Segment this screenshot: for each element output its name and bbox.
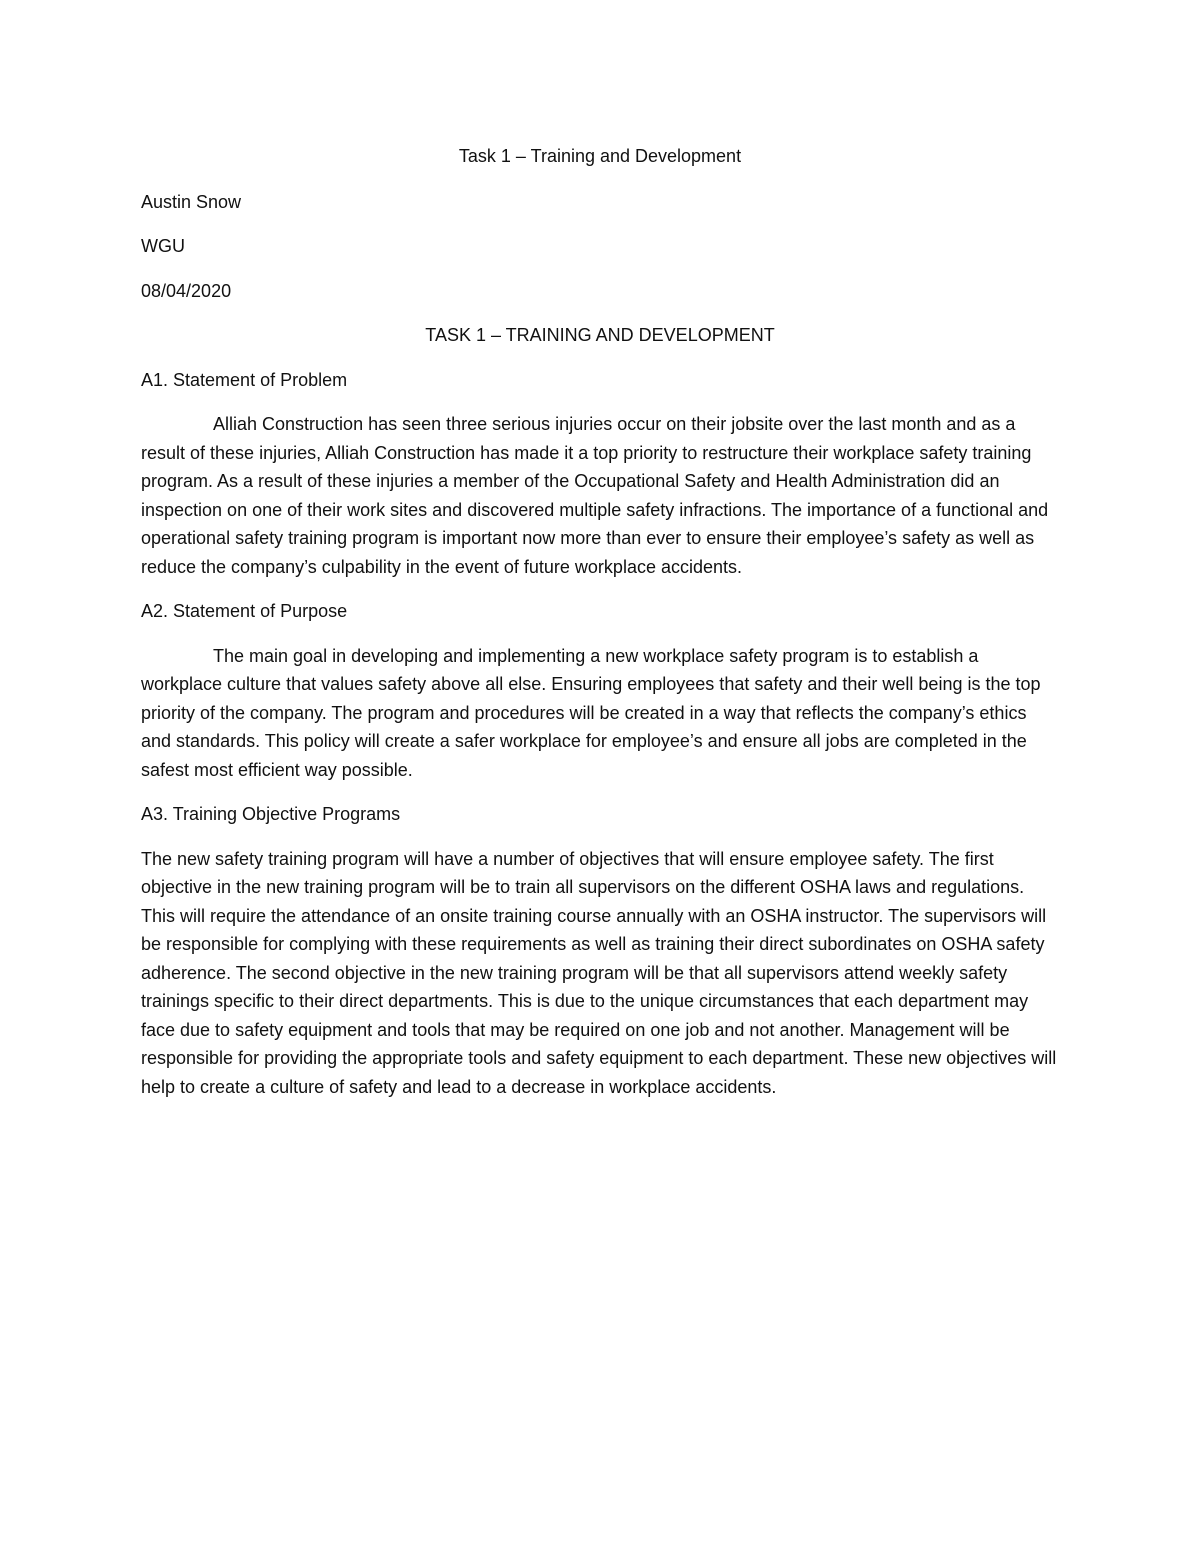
document-body bbox=[141, 142, 1059, 1117]
document-date: 08/04/2020 bbox=[141, 280, 232, 301]
section-paragraph-a2: The main goal in developing and implementing a new workplace safety program is to establish a workplace culture that values safety above all else. Ensuring employees that safety and their well being is the top priority of the company. The program and procedures will be created in a way that reflects the company’s ethics and standards. This policy will create a safer workplace for employee’s and ensure all jobs are completed in the safest most efficient way possible. bbox=[141, 645, 1041, 780]
institution-name: WGU bbox=[141, 236, 185, 256]
section-paragraph-a3: The new safety training program will have a number of objectives that will ensure employee safety. The first objective in the new training program will be to train all supervisors on the different OSHA laws and regulations. This will require the attendance of an onsite training course annually with an OSHA instructor. The supervisors will be responsible for complying with these requirements as well as training their direct subordinates on OSHA safety adherence. The second objective in the new training program will be that all supervisors attend weekly safety trainings specific to their direct departments. This is due to the unique circumstances that each department may face due to safety equipment and tools that may be required on one job and not another. Management will be responsible for providing the appropriate tools and safety equipment to each department. These new objectives will help to create a culture of safety and lead to a decrease in workplace accidents. bbox=[141, 848, 1057, 1097]
section-heading-a2: A2. Statement of Purpose bbox=[141, 601, 348, 621]
section-heading-a3: A3. Training Objective Programs bbox=[141, 804, 401, 824]
main-title: TASK 1 – TRAINING AND DEVELOPMENT bbox=[425, 325, 775, 345]
section-heading-a1: A1. Statement of Problem bbox=[141, 369, 348, 390]
title-line: Task 1 – Training and Development bbox=[458, 146, 742, 166]
author-name: Austin Snow bbox=[141, 191, 242, 212]
section-paragraph-a1: Alliah Construction has seen three serious injuries occur on their jobsite over the last month and as a result of these injuries, Alliah Construction has made it a top priority to restructure their workplace safety training program. As a result of these injuries a member of the Occupational Safety and Health Administration did an inspection on one of their work sites and discovered multiple safety infractions. The importance of a functional and operational safety training program is important now more than ever to ensure their employee’s safety as well as reduce the company’s culpability in the event of future workplace accidents. bbox=[141, 414, 1049, 577]
